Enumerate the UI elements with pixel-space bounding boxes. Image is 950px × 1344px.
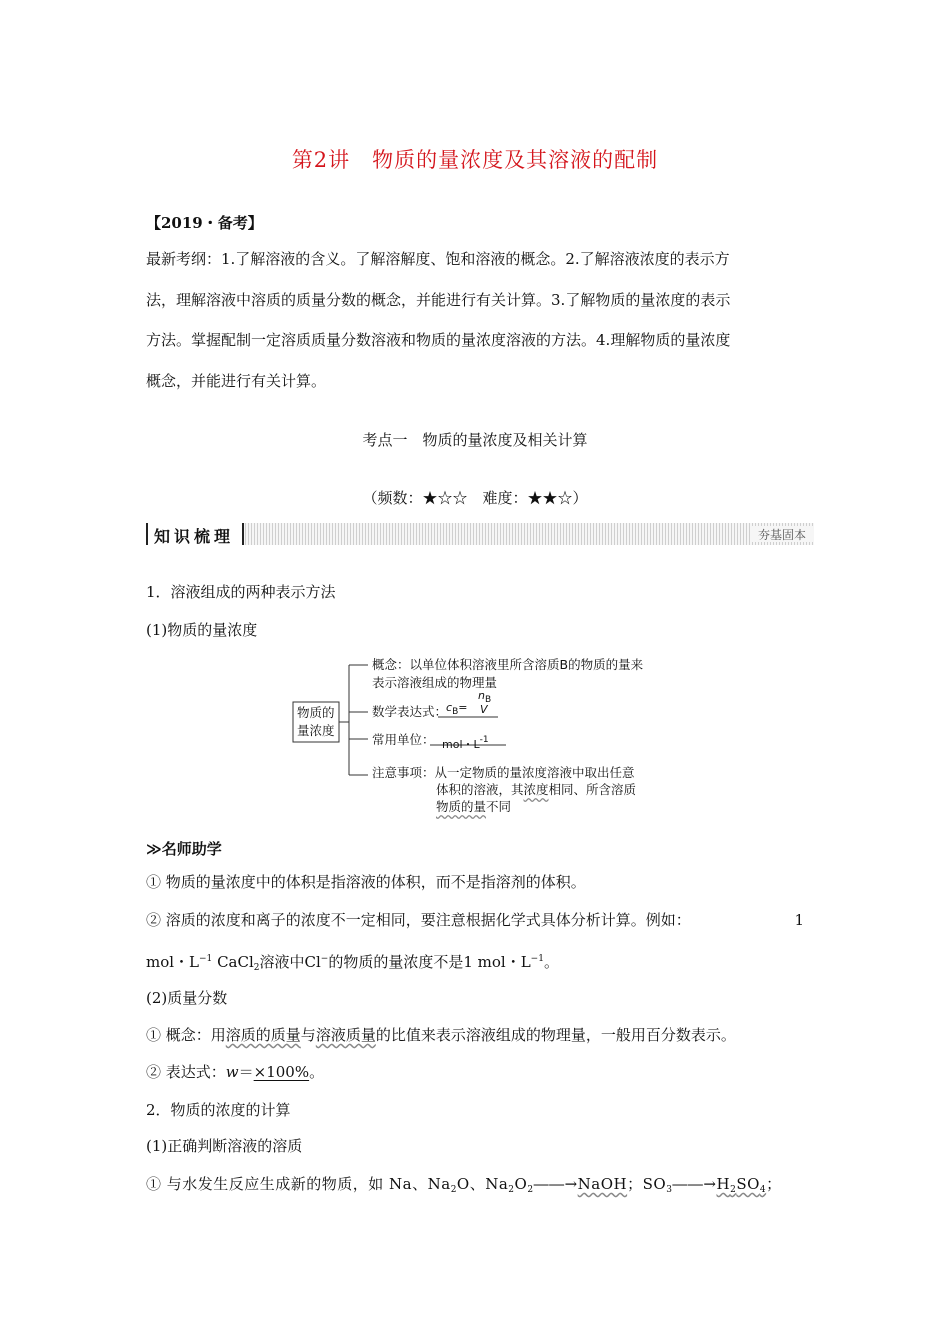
- diagram-unit-value: [442, 731, 489, 754]
- unit-sup: -1: [479, 735, 489, 745]
- react-b-sub2: 2: [527, 1185, 534, 1195]
- mentor-point-1: ① 物质的量浓度中的体积是指溶液的体积，而不是指溶剂的体积。: [146, 873, 586, 891]
- formula-n: n: [478, 689, 485, 702]
- note-3b: 不同: [486, 799, 512, 814]
- item-2-sub-1: (1)正确判断溶液的溶质: [146, 1137, 303, 1155]
- mass-1-c: 与: [300, 1026, 316, 1044]
- mentor-point-2: [146, 902, 812, 938]
- item-1-sub-2: (2)质量分数: [146, 989, 228, 1007]
- banner-right-label: 夯基固本: [750, 526, 814, 542]
- mentor-point-2-text: ② 溶质的浓度和离子的浓度不一定相同，要注意根据化学式具体分析计算。例如：: [146, 911, 691, 929]
- formula-eq: =: [458, 701, 468, 714]
- react-a: ① 与水发生反应生成新的物质，如 Na、Na: [146, 1175, 451, 1193]
- react-b2: O: [514, 1175, 528, 1193]
- react-f: ；: [766, 1175, 782, 1193]
- diagram-note-3: [436, 798, 511, 816]
- mentor-3-d: 的物质的量浓度不是1 mol・L: [328, 953, 531, 971]
- banner-left-box: [146, 523, 244, 545]
- react-e: H: [716, 1175, 731, 1193]
- section-heading: 考点一 物质的量浓度及相关计算: [362, 431, 588, 449]
- react-h2so4: [717, 1175, 767, 1193]
- mentor-3-b-sub: 2: [253, 963, 260, 973]
- mass-fraction-formula: [146, 1054, 812, 1090]
- note-2-concentration: 浓度: [523, 782, 549, 797]
- diagram-root-line-1: 物质的: [297, 705, 335, 720]
- formula-denominator: V: [480, 703, 488, 716]
- mass-2-w: w: [225, 1063, 239, 1081]
- mass-1-e: 的比值来表示溶液组成的物理量，一般用百分数表示。: [375, 1026, 736, 1044]
- diagram-formula-label: 数学表达式：: [372, 704, 448, 719]
- mass-2-percent: ×100%: [253, 1063, 310, 1081]
- react-e-sub: 2: [730, 1185, 737, 1195]
- mentor-3-c: 溶液中Cl: [259, 953, 321, 971]
- mass-2-eq: ＝: [238, 1063, 254, 1081]
- diagram-note-2: [436, 781, 636, 799]
- note-2a: 体积的溶液，其: [436, 782, 524, 797]
- banner-left-label: 知识梳理: [154, 527, 235, 546]
- exam-tag: 【2019・备考】: [146, 214, 263, 232]
- unit-text: mol・L: [442, 738, 480, 751]
- react-d-sub: 3: [666, 1185, 673, 1195]
- outline-line-4: 概念，并能进行有关计算。: [146, 372, 327, 390]
- mass-1-solute-mass: 溶质的质量: [225, 1026, 301, 1044]
- formula-c: c: [446, 701, 453, 714]
- diagram-note-1: 注意事项：从一定物质的量浓度溶液中取出任意: [372, 765, 635, 780]
- react-e2: SO: [736, 1175, 760, 1193]
- page-title: 第2讲 物质的量浓度及其溶液的配制: [291, 148, 659, 172]
- mass-1-a: ① 概念：用: [146, 1026, 226, 1044]
- arrow-icon: ――→: [533, 1175, 578, 1193]
- note-2c: 相同、所含溶质: [548, 782, 637, 797]
- react-d: ；SO: [627, 1175, 667, 1193]
- mentor-3-a: mol・L: [146, 953, 200, 971]
- mass-2-a: ② 表达式：: [146, 1063, 226, 1081]
- react-e-sub2: 4: [759, 1185, 767, 1195]
- reaction-line: [146, 1166, 812, 1208]
- mentor-3-d-sup: −1: [530, 954, 544, 964]
- outline-line-1: 最新考纲：1.了解溶液的含义。了解溶解度、饱和溶液的概念。2.了解溶液浓度的表示方: [146, 250, 730, 268]
- item-1-sub-1: (1)物质的量浓度: [146, 621, 258, 639]
- knowledge-banner: [146, 523, 814, 545]
- mentor-point-2-number: 1: [794, 911, 804, 929]
- react-naoh: NaOH: [577, 1175, 628, 1193]
- item-1-heading: 1．溶液组成的两种表示方法: [146, 583, 336, 601]
- mentor-3-a-sup: −1: [199, 954, 213, 964]
- react-a-sub: 2: [450, 1185, 457, 1195]
- arrow-icon-2: ――→: [672, 1175, 717, 1193]
- diagram-formula-lhs: [446, 699, 467, 721]
- mentor-3-c-sup: −: [320, 954, 329, 964]
- mass-1-solution-mass: 溶液质量: [315, 1026, 376, 1044]
- formula-n-sub: B: [484, 695, 492, 705]
- react-b: O、Na: [456, 1175, 509, 1193]
- diagram-concept-2: 表示溶液组成的物理量: [372, 675, 498, 690]
- mass-fraction-concept: [146, 1017, 812, 1053]
- outline-line-2: 法，理解溶液中溶质的质量分数的概念，并能进行有关计算。3.了解物质的量浓度的表示: [146, 291, 731, 309]
- note-3-amount: 物质的量: [436, 799, 487, 814]
- diagram-unit-label: 常用单位：: [372, 732, 435, 747]
- mentor-3-b: CaCl: [212, 953, 254, 971]
- mentor-3-e: 。: [543, 953, 559, 971]
- mass-2-e: 。: [309, 1063, 325, 1081]
- diagram-root-line-2: 量浓度: [297, 723, 335, 738]
- difficulty-rating: （频数：★☆☆ 难度：★★☆）: [362, 489, 588, 507]
- outline-line-3: 方法。掌握配制一定溶质质量分数溶液和物质的量浓度溶液的方法。4.理解物质的量浓度: [146, 331, 731, 349]
- mentor-title: ≫名师助学: [146, 840, 222, 858]
- item-2-heading: 2．物质的浓度的计算: [146, 1101, 291, 1119]
- diagram-concept-1: 概念：以单位体积溶液里所含溶质B的物质的量来: [372, 657, 644, 672]
- formula-c-sub: B: [452, 707, 459, 717]
- react-b-sub1: 2: [508, 1185, 515, 1195]
